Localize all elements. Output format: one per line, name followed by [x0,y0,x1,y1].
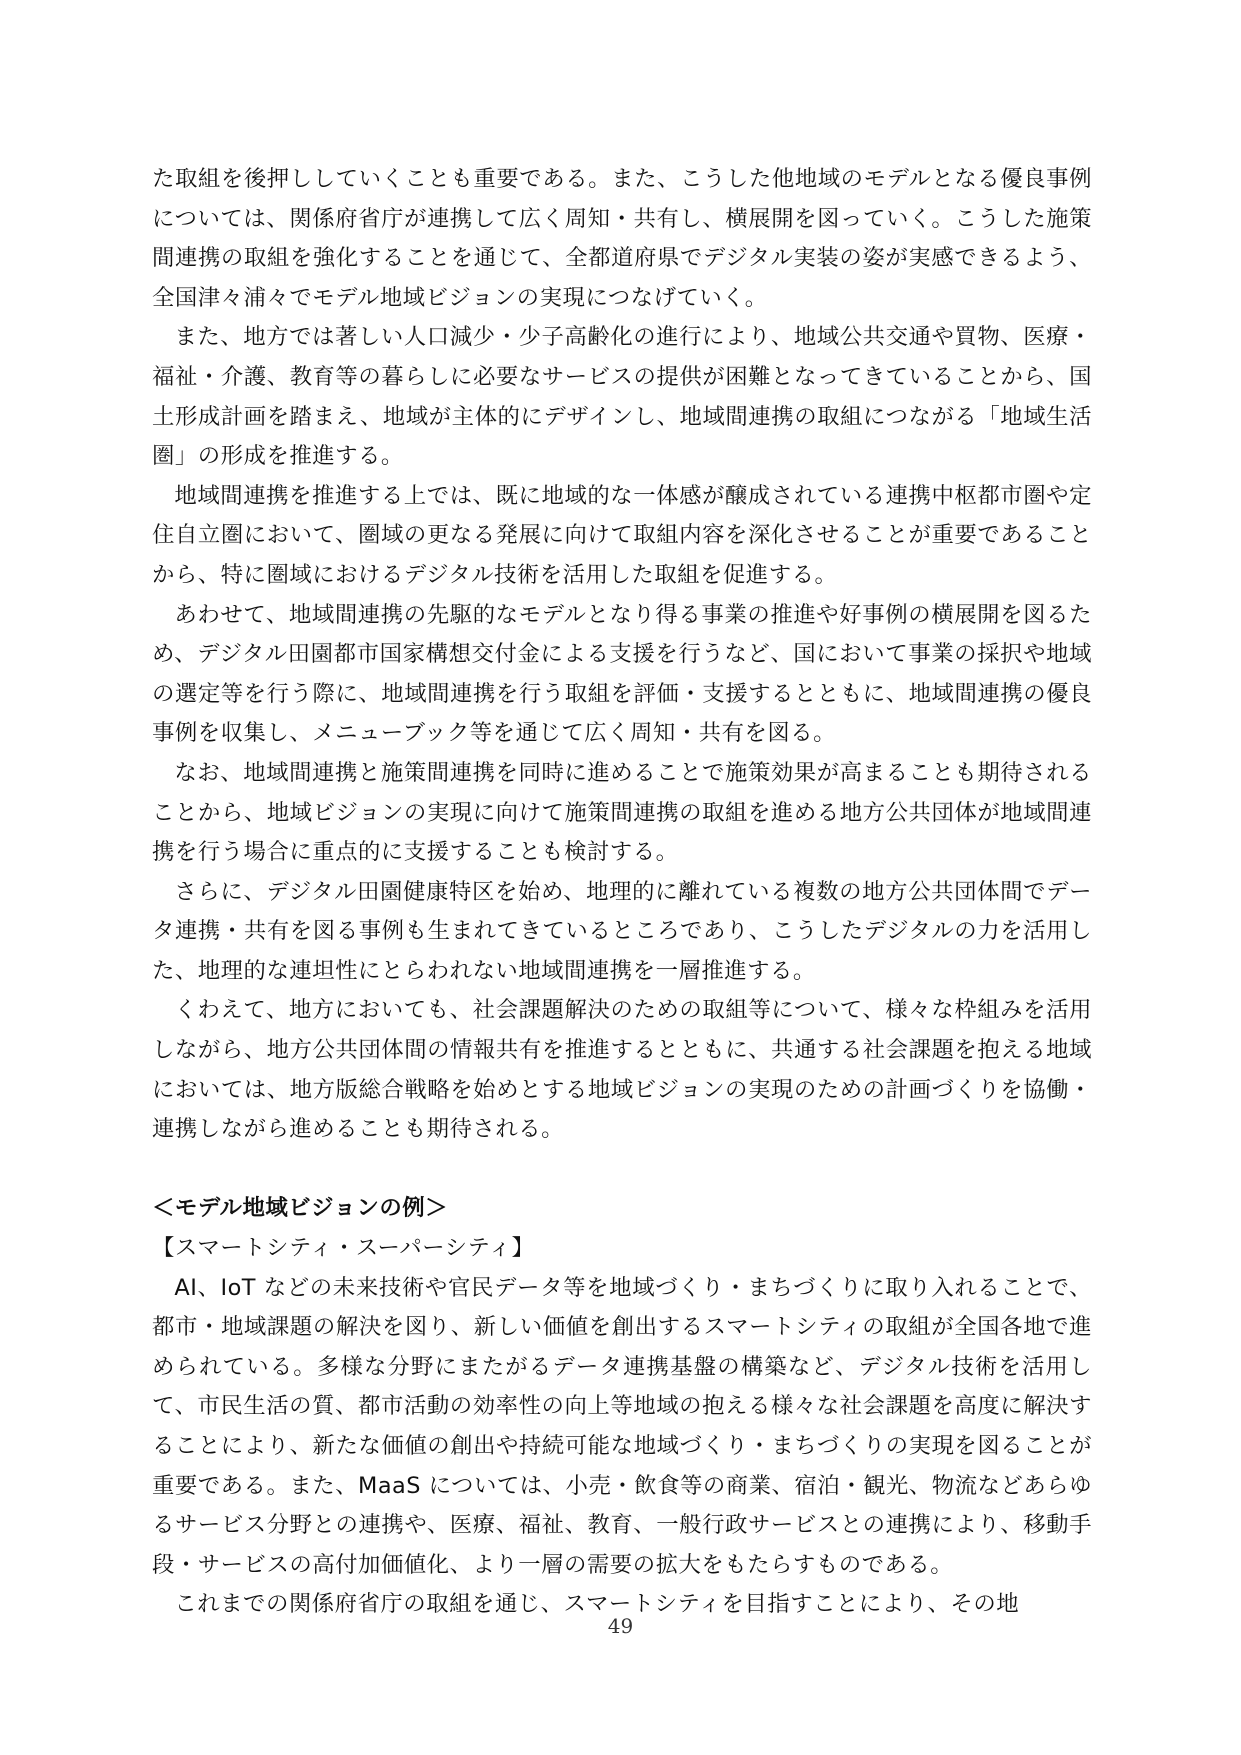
paragraph-inter-regional-collaboration: 地域間連携を推進する上では、既に地域的な一体感が醸成されている連携中枢都市圏や定住自立圏において、圏域の更なる発展に向けて取組内容を深化させることが重要であることから、特に圏域におけるデジタル技術を活用した取組を促進する。 [152,482,1092,588]
section-spacer [152,1150,1092,1190]
paragraph-smart-city: AI、IoT などの未来技術や官民データ等を地域づくり・まちづくりに取り入れることで、都市・地域課題の解決を図り、新しい価値を創出するスマートシティの取組が全国各地で進められている。多様な分野にまたがるデータ連携基盤の構築など、デジタル技術を活用して、市民生活の質、都市活動の効率性の向上等地域の抱える様々な社会課題を高度に解決することにより、新たな価値の創出や持続可能な地域づくり・まちづくりの実現を図ることが重要である。また、MaaS については、小売・飲食等の商業、宿泊・観光、物流などあらゆるサービス分野との連携や、医療、福祉、教育、一般行政サービスとの連携により、移動手段・サービスの高付加価値化、より一層の需要の拡大をもたらすものである。 [152,1274,1092,1578]
section-heading: ＜モデル地域ビジョンの例＞ [152,1195,449,1222]
paragraph-policy-coordination: なお、地域間連携と施策間連携を同時に進めることで施策効果が高まることも期待されることから、地域ビジョンの実現に向けて施策間連携の取組を進める地方公共団体が地域間連携を行う場合に重点的に支援することも検討する。 [152,759,1092,866]
paragraph-smart-city-continued: これまでの関係府省庁の取組を通じ、スマートシティを目指すことにより、その地 [174,1591,1020,1618]
document-body [152,160,1092,1625]
paragraph-local-information-sharing: くわえて、地方においても、社会課題解決のための取組等について、様々な枠組みを活用しながら、地方公共団体間の情報共有を推進するとともに、共通する社会課題を抱える地域においては、地方版総合戦略を始めとする地域ビジョンの実現のための計画づくりを協働・連携しながら進めることも期待される。 [152,997,1092,1143]
paragraph-continued: た取組を後押ししていくことも重要である。また、こうした他地域のモデルとなる優良事例については、関係府省庁が連携して広く周知・共有し、横展開を図っていく。こうした施策間連携の取組を強化することを通じて、全都道府県でデジタル実装の姿が実感できるよう、全国津々浦々でモデル地域ビジョンの実現につなげていく。 [152,166,1092,311]
page-number: 49 [607,1614,634,1638]
paragraph-local-life-sphere: また、地方では著しい人口減少・少子高齢化の進行により、地域公共交通や買物、医療・福祉・介護、教育等の暮らしに必要なサービスの提供が困難となってきていることから、国土形成計画を踏まえ、地域が主体的にデザインし、地域間連携の取組につながる「地域生活圏」の形成を推進する。 [152,324,1092,470]
paragraph-pioneering-models: あわせて、地域間連携の先駆的なモデルとなり得る事業の推進や好事例の横展開を図るため、デジタル田園都市国家構想交付金による支援を行うなど、国において事業の採択や地域の選定等を行う際に、地域間連携を行う取組を評価・支援するとともに、地域間連携の優良事例を収集し、メニューブック等を通じて広く周知・共有を図る。 [152,601,1092,747]
section-subheading: 【スマートシティ・スーパーシティ】 [152,1235,535,1262]
paragraph-digital-health-zone: さらに、デジタル田園健康特区を始め、地理的に離れている複数の地方公共団体間でデータ連携・共有を図る事例も生まれてきているところであり、こうしたデジタルの力を活用した、地理的な連坦性にとらわれない地域間連携を一層推進する。 [152,878,1092,984]
